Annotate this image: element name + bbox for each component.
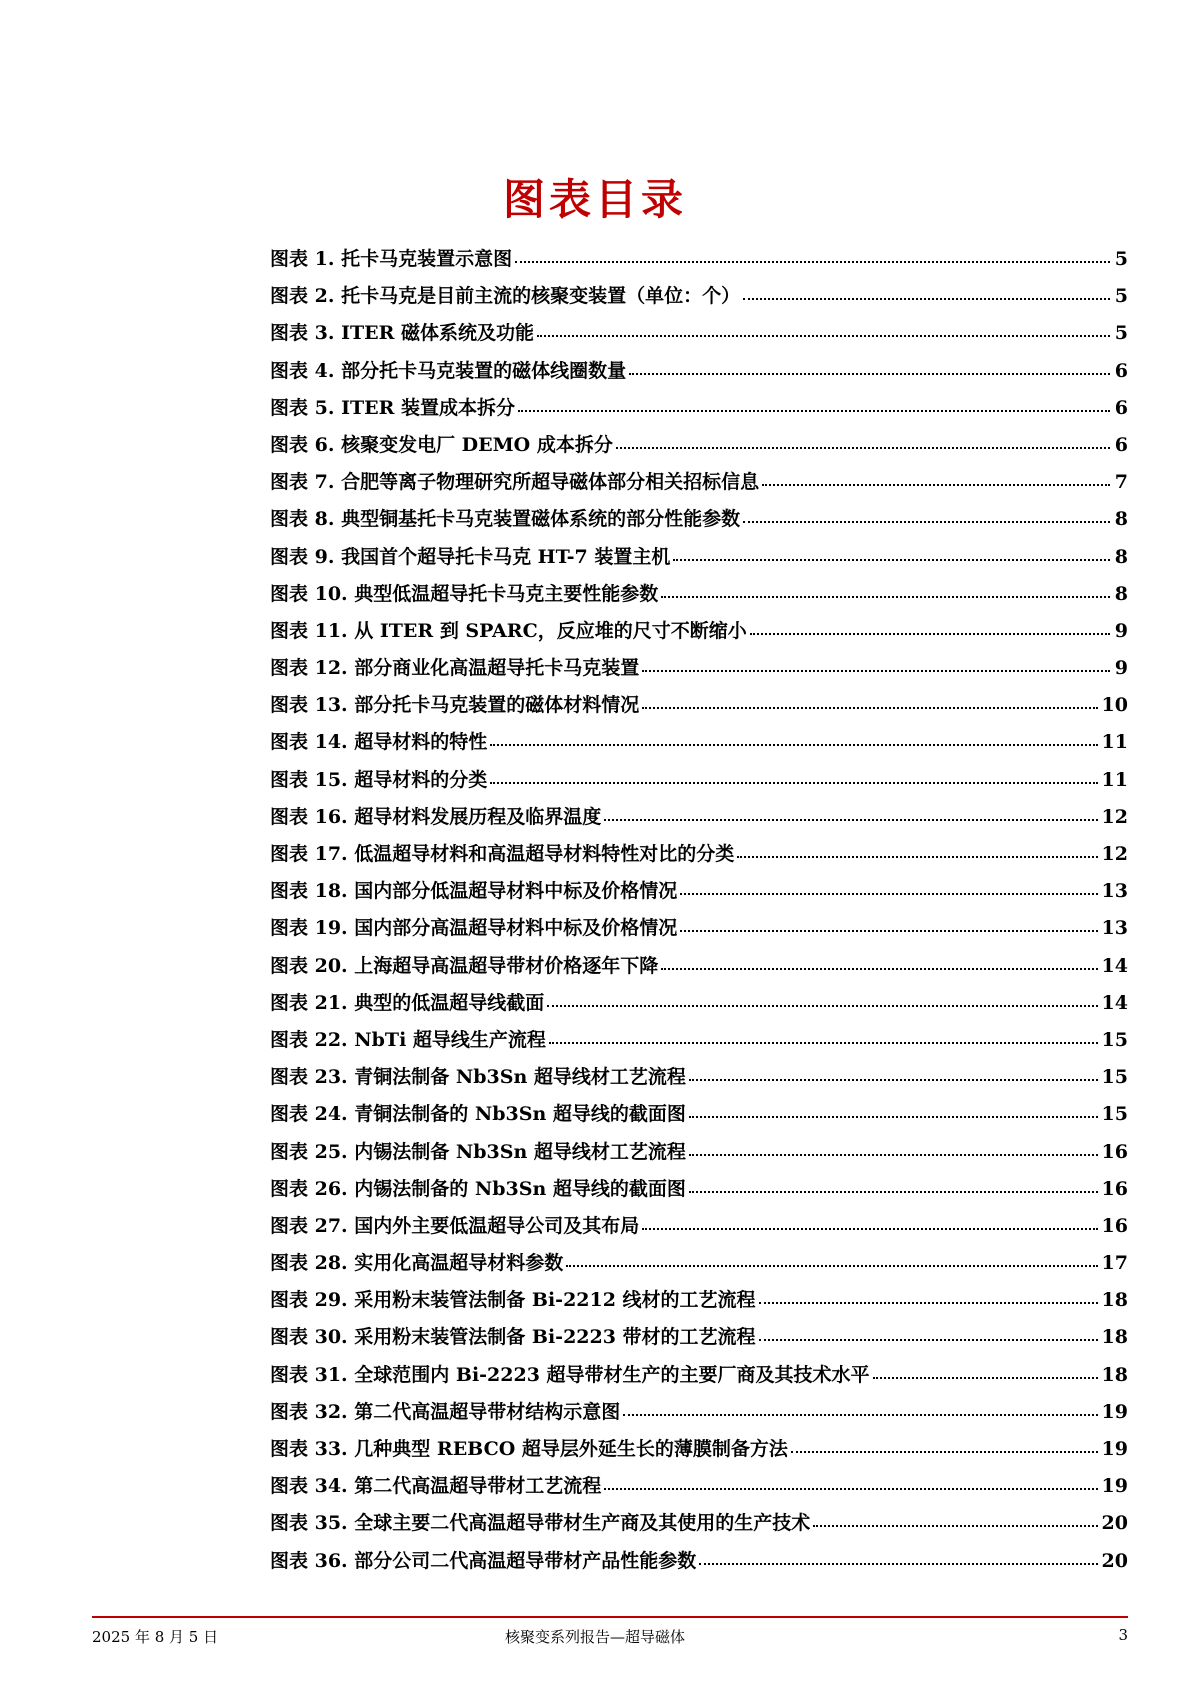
toc-leader-dots bbox=[743, 297, 1110, 300]
toc-entry-20[interactable] bbox=[270, 951, 1128, 988]
toc-entry-3[interactable] bbox=[270, 318, 1128, 355]
toc-entry-label: 图表 14. 超导材料的特性 bbox=[270, 731, 488, 754]
footer-page-number: 3 bbox=[1118, 1626, 1128, 1644]
toc-entry-label: 图表 5. ITER 装置成本拆分 bbox=[270, 396, 515, 419]
toc-entry-page: 18 bbox=[1101, 1326, 1128, 1349]
toc-entry-label: 图表 30. 采用粉末装管法制备 Bi-2223 带材的工艺流程 bbox=[270, 1326, 756, 1349]
toc-entry-page: 13 bbox=[1101, 917, 1128, 940]
toc-entry-11[interactable] bbox=[270, 616, 1128, 653]
toc-entry-page: 5 bbox=[1114, 322, 1128, 345]
toc-entry-page: 19 bbox=[1101, 1400, 1128, 1423]
toc-leader-dots bbox=[490, 781, 1097, 784]
toc-leader-dots bbox=[699, 1562, 1097, 1565]
toc-entry-label: 图表 25. 内锡法制备 Nb3Sn 超导线材工艺流程 bbox=[270, 1140, 686, 1163]
toc-leader-dots bbox=[629, 372, 1110, 375]
toc-entry-label: 图表 26. 内锡法制备的 Nb3Sn 超导线的截面图 bbox=[270, 1177, 686, 1200]
toc-entry-label: 图表 32. 第二代高温超导带材结构示意图 bbox=[270, 1400, 621, 1423]
toc-entry-label: 图表 27. 国内外主要低温超导公司及其布局 bbox=[270, 1214, 640, 1237]
toc-entry-page: 15 bbox=[1101, 1028, 1128, 1051]
toc-leader-dots bbox=[673, 558, 1110, 561]
toc-entry-label: 图表 19. 国内部分高温超导材料中标及价格情况 bbox=[270, 917, 678, 940]
toc-entry-24[interactable] bbox=[270, 1099, 1128, 1136]
toc-entry-label: 图表 18. 国内部分低温超导材料中标及价格情况 bbox=[270, 880, 678, 903]
toc-leader-dots bbox=[873, 1376, 1098, 1379]
toc-entry-page: 16 bbox=[1101, 1177, 1128, 1200]
toc-entry-label: 图表 2. 托卡马克是目前主流的核聚变装置（单位：个） bbox=[270, 285, 741, 308]
toc-leader-dots bbox=[490, 743, 1097, 746]
toc-entry-label: 图表 29. 采用粉末装管法制备 Bi-2212 线材的工艺流程 bbox=[270, 1289, 756, 1312]
toc-leader-dots bbox=[791, 1450, 1098, 1453]
toc-list bbox=[270, 244, 1128, 1583]
toc-entry-32[interactable] bbox=[270, 1397, 1128, 1434]
toc-entry-21[interactable] bbox=[270, 988, 1128, 1025]
toc-entry-page: 16 bbox=[1101, 1140, 1128, 1163]
toc-entry-23[interactable] bbox=[270, 1062, 1128, 1099]
toc-entry-36[interactable] bbox=[270, 1546, 1128, 1583]
toc-entry-page: 15 bbox=[1101, 1066, 1128, 1089]
toc-entry-14[interactable] bbox=[270, 727, 1128, 764]
toc-entry-label: 图表 10. 典型低温超导托卡马克主要性能参数 bbox=[270, 582, 659, 605]
toc-leader-dots bbox=[689, 1153, 1098, 1156]
toc-leader-dots bbox=[537, 334, 1110, 337]
toc-entry-label: 图表 33. 几种典型 REBCO 超导层外延生长的薄膜制备方法 bbox=[270, 1438, 788, 1460]
toc-entry-13[interactable] bbox=[270, 690, 1128, 727]
toc-entry-8[interactable] bbox=[270, 504, 1128, 541]
toc-entry-page: 19 bbox=[1101, 1475, 1128, 1498]
toc-leader-dots bbox=[743, 520, 1110, 523]
toc-entry-label: 图表 31. 全球范围内 Bi-2223 超导带材生产的主要厂商及其技术水平 bbox=[270, 1363, 870, 1386]
toc-entry-label: 图表 22. NbTi 超导线生产流程 bbox=[270, 1028, 546, 1051]
toc-leader-dots bbox=[689, 1078, 1098, 1081]
toc-entry-29[interactable] bbox=[270, 1285, 1128, 1322]
toc-entry-page: 9 bbox=[1114, 657, 1128, 680]
toc-entry-35[interactable] bbox=[270, 1508, 1128, 1545]
footer-date: 2025 年 8 月 5 日 bbox=[92, 1628, 219, 1646]
toc-entry-page: 12 bbox=[1101, 805, 1128, 828]
toc-entry-27[interactable] bbox=[270, 1211, 1128, 1248]
toc-entry-page: 6 bbox=[1114, 359, 1128, 382]
toc-entry-15[interactable] bbox=[270, 765, 1128, 802]
toc-entry-page: 11 bbox=[1101, 768, 1128, 791]
toc-entry-label: 图表 24. 青铜法制备的 Nb3Sn 超导线的截面图 bbox=[270, 1103, 686, 1126]
toc-entry-page: 8 bbox=[1114, 508, 1128, 531]
toc-entry-label: 图表 21. 典型的低温超导线截面 bbox=[270, 991, 545, 1014]
toc-entry-9[interactable] bbox=[270, 542, 1128, 579]
footer-report-title: 核聚变系列报告—超导磁体 bbox=[504, 1628, 685, 1646]
toc-leader-dots bbox=[750, 632, 1110, 635]
toc-entry-31[interactable] bbox=[270, 1360, 1128, 1397]
toc-entry-19[interactable] bbox=[270, 913, 1128, 950]
toc-leader-dots bbox=[762, 483, 1110, 486]
toc-entry-page: 10 bbox=[1101, 694, 1128, 717]
toc-entry-label: 图表 16. 超导材料发展历程及临界温度 bbox=[270, 805, 602, 828]
toc-leader-dots bbox=[518, 409, 1110, 412]
toc-leader-dots bbox=[547, 1004, 1097, 1007]
toc-entry-page: 8 bbox=[1114, 582, 1128, 605]
toc-leader-dots bbox=[642, 1227, 1097, 1230]
toc-entry-page: 20 bbox=[1101, 1512, 1128, 1535]
toc-leader-dots bbox=[689, 1190, 1098, 1193]
toc-leader-dots bbox=[689, 1115, 1098, 1118]
toc-entry-label: 图表 35. 全球主要二代高温超导带材生产商及其使用的生产技术 bbox=[270, 1512, 811, 1535]
toc-entry-page: 19 bbox=[1101, 1438, 1128, 1460]
toc-leader-dots bbox=[604, 818, 1097, 821]
toc-entry-label: 图表 11. 从 ITER 到 SPARC，反应堆的尺寸不断缩小 bbox=[270, 619, 747, 642]
toc-leader-dots bbox=[515, 260, 1110, 263]
toc-leader-dots bbox=[661, 967, 1097, 970]
toc-entry-34[interactable] bbox=[270, 1471, 1128, 1508]
toc-entry-7[interactable] bbox=[270, 467, 1128, 504]
toc-entry-18[interactable] bbox=[270, 876, 1128, 913]
toc-entry-label: 图表 20. 上海超导高温超导带材价格逐年下降 bbox=[270, 954, 659, 977]
toc-entry-2[interactable] bbox=[270, 281, 1128, 318]
toc-entry-10[interactable] bbox=[270, 579, 1128, 616]
toc-entry-16[interactable] bbox=[270, 802, 1128, 839]
toc-entry-26[interactable] bbox=[270, 1174, 1128, 1211]
toc-leader-dots bbox=[549, 1041, 1098, 1044]
toc-entry-label: 图表 23. 青铜法制备 Nb3Sn 超导线材工艺流程 bbox=[270, 1066, 686, 1089]
toc-leader-dots bbox=[759, 1301, 1098, 1304]
toc-entry-page: 12 bbox=[1101, 843, 1128, 865]
toc-entry-label: 图表 6. 核聚变发电厂 DEMO 成本拆分 bbox=[270, 433, 613, 456]
toc-leader-dots bbox=[737, 855, 1097, 858]
toc-entry-label: 图表 9. 我国首个超导托卡马克 HT-7 装置主机 bbox=[270, 545, 671, 568]
toc-entry-label: 图表 8. 典型铜基托卡马克装置磁体系统的部分性能参数 bbox=[270, 508, 741, 531]
toc-leader-dots bbox=[604, 1487, 1097, 1490]
toc-entry-page: 14 bbox=[1101, 991, 1128, 1014]
toc-entry-page: 18 bbox=[1101, 1363, 1128, 1386]
toc-entry-33[interactable] bbox=[270, 1434, 1128, 1471]
toc-leader-dots bbox=[566, 1264, 1097, 1267]
toc-entry-5[interactable] bbox=[270, 393, 1128, 430]
toc-entry-label: 图表 4. 部分托卡马克装置的磁体线圈数量 bbox=[270, 359, 627, 382]
toc-entry-label: 图表 13. 部分托卡马克装置的磁体材料情况 bbox=[270, 694, 640, 717]
toc-entry-4[interactable] bbox=[270, 356, 1128, 393]
toc-entry-label: 图表 34. 第二代高温超导带材工艺流程 bbox=[270, 1475, 602, 1498]
toc-leader-dots bbox=[759, 1338, 1098, 1341]
toc-entry-page: 5 bbox=[1114, 285, 1128, 308]
toc-entry-page: 18 bbox=[1101, 1289, 1128, 1312]
toc-entry-label: 图表 28. 实用化高温超导材料参数 bbox=[270, 1252, 564, 1275]
toc-entry-page: 16 bbox=[1101, 1214, 1128, 1237]
toc-entry-label: 图表 12. 部分商业化高温超导托卡马克装置 bbox=[270, 657, 640, 680]
toc-entry-label: 图表 36. 部分公司二代高温超导带材产品性能参数 bbox=[270, 1549, 697, 1572]
toc-entry-label: 图表 15. 超导材料的分类 bbox=[270, 768, 488, 791]
toc-entry-label: 图表 17. 低温超导材料和高温超导材料特性对比的分类 bbox=[270, 843, 735, 865]
toc-entry-1[interactable] bbox=[270, 244, 1128, 281]
toc-leader-dots bbox=[661, 595, 1110, 598]
toc-entry-page: 20 bbox=[1101, 1549, 1128, 1572]
toc-entry-page: 7 bbox=[1114, 471, 1128, 494]
toc-entry-label: 图表 1. 托卡马克装置示意图 bbox=[270, 248, 513, 270]
toc-entry-page: 5 bbox=[1114, 248, 1128, 270]
toc-leader-dots bbox=[616, 446, 1110, 449]
toc-entry-25[interactable] bbox=[270, 1137, 1128, 1174]
toc-leader-dots bbox=[642, 669, 1110, 672]
toc-leader-dots bbox=[680, 892, 1097, 895]
toc-entry-page: 6 bbox=[1114, 433, 1128, 456]
toc-entry-page: 9 bbox=[1114, 619, 1128, 642]
toc-entry-page: 17 bbox=[1101, 1252, 1128, 1275]
toc-leader-dots bbox=[680, 929, 1097, 932]
toc-entry-6[interactable] bbox=[270, 430, 1128, 467]
footer-divider bbox=[92, 1616, 1128, 1618]
toc-leader-dots bbox=[642, 706, 1097, 709]
toc-entry-page: 15 bbox=[1101, 1103, 1128, 1126]
toc-leader-dots bbox=[813, 1524, 1097, 1527]
toc-entry-30[interactable] bbox=[270, 1322, 1128, 1359]
toc-entry-label: 图表 7. 合肥等离子物理研究所超导磁体部分相关招标信息 bbox=[270, 471, 760, 494]
toc-entry-17[interactable] bbox=[270, 839, 1128, 876]
toc-entry-28[interactable] bbox=[270, 1248, 1128, 1285]
toc-entry-page: 6 bbox=[1114, 396, 1128, 419]
toc-entry-page: 14 bbox=[1101, 954, 1128, 977]
toc-entry-page: 8 bbox=[1114, 545, 1128, 568]
toc-entry-label: 图表 3. ITER 磁体系统及功能 bbox=[270, 322, 534, 345]
page-title: 图表目录 bbox=[502, 175, 687, 224]
toc-entry-12[interactable] bbox=[270, 653, 1128, 690]
toc-entry-page: 11 bbox=[1101, 731, 1128, 754]
toc-entry-page: 13 bbox=[1101, 880, 1128, 903]
toc-leader-dots bbox=[623, 1413, 1097, 1416]
toc-entry-22[interactable] bbox=[270, 1025, 1128, 1062]
